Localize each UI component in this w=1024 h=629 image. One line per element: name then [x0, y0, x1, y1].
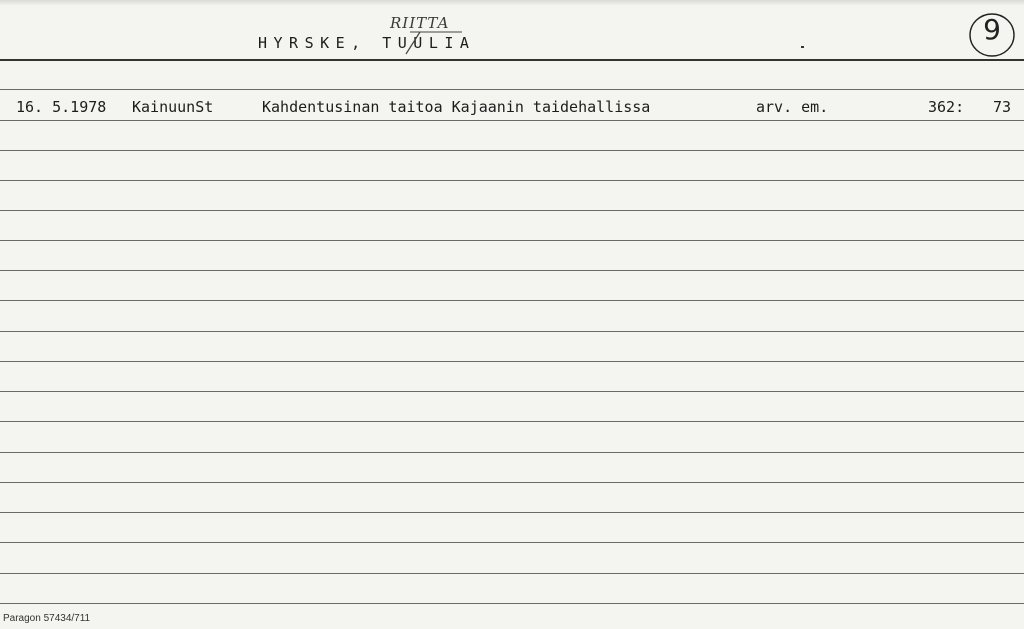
ruled-line	[0, 361, 1024, 362]
ruled-line	[0, 542, 1024, 543]
ruled-line	[0, 452, 1024, 453]
ruled-line	[0, 270, 1024, 271]
entry-title: Kahdentusinan taitoa Kajaanin taidehallissa	[262, 98, 651, 116]
ruled-line	[0, 240, 1024, 241]
entry-row	[0, 98, 1024, 120]
printer-imprint: Paragon 57434/711	[3, 613, 91, 624]
ruled-line	[0, 89, 1024, 90]
card-number: 9	[983, 13, 1001, 46]
entry-date: 16. 5.1978	[16, 98, 107, 116]
ruled-line	[0, 180, 1024, 181]
ruled-line	[0, 210, 1024, 211]
firstname: TUULIA	[382, 34, 476, 52]
ruled-line	[0, 391, 1024, 392]
handwritten-correction: RIITTA	[390, 14, 450, 32]
ruled-line	[0, 421, 1024, 422]
ink-dot	[801, 46, 804, 48]
ruled-line	[0, 603, 1024, 604]
entry-type: arv. em.	[756, 98, 829, 116]
entry-reference: 362:	[928, 98, 965, 116]
ruled-line	[0, 573, 1024, 574]
entry-page: 73	[993, 98, 1012, 116]
ruled-line	[0, 512, 1024, 513]
ruled-line	[0, 331, 1024, 332]
ruled-line	[0, 482, 1024, 483]
handwritten-strike-mark	[402, 28, 464, 56]
entry-newspaper: KainuunSt	[132, 98, 214, 116]
ruled-line	[0, 150, 1024, 151]
ruled-line	[0, 120, 1024, 121]
surname: HYRSKE,	[258, 34, 367, 52]
ruled-line	[0, 300, 1024, 301]
header-rule	[0, 59, 1024, 61]
card-top-edge	[0, 0, 1024, 6]
